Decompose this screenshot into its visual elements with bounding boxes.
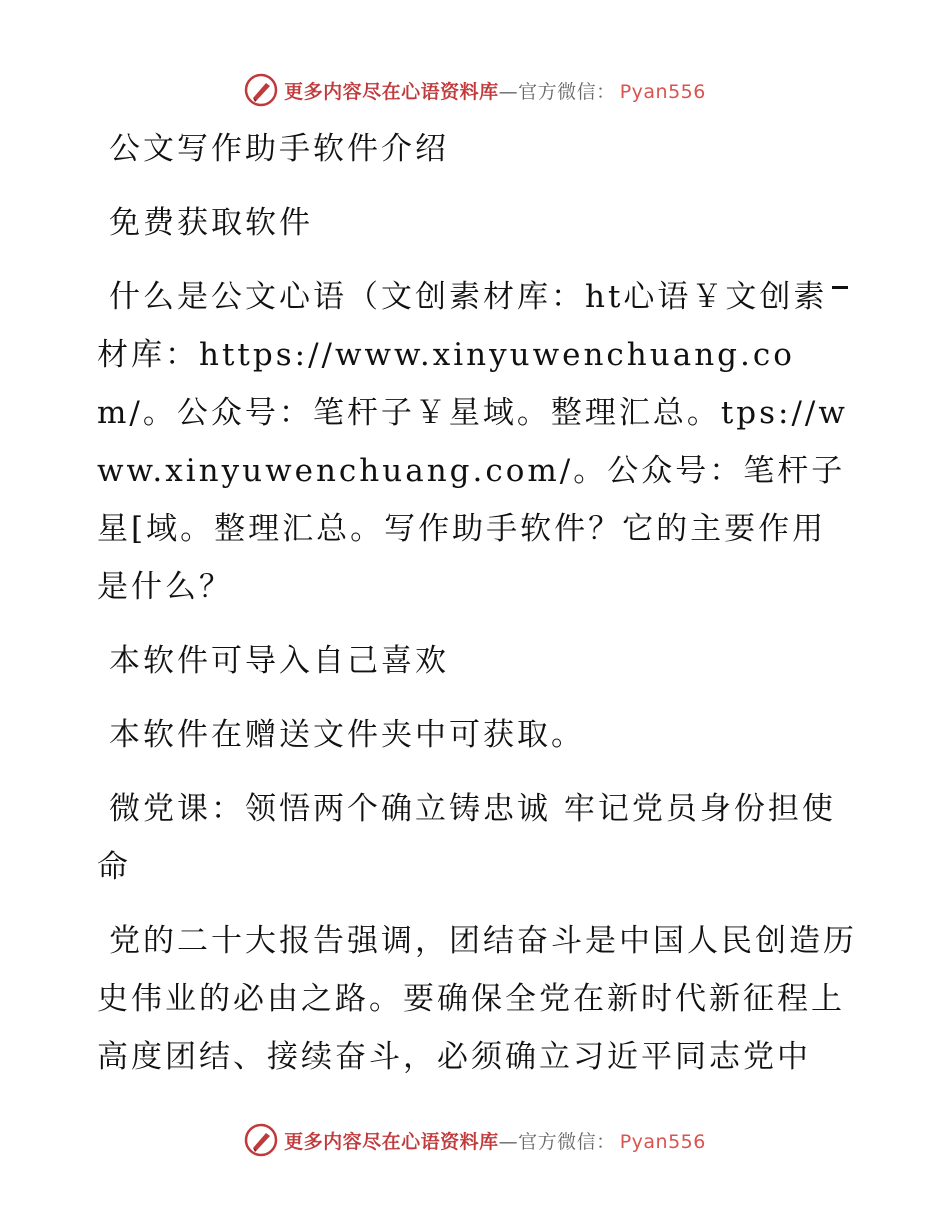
watermark-text <box>284 77 706 104</box>
pen-logo-icon <box>244 1123 278 1157</box>
document-body <box>97 120 857 1086</box>
doc-title: 公文写作助手软件介绍 <box>109 131 449 167</box>
watermark-text <box>284 1127 706 1154</box>
doc-heading: 微党课：领悟两个确立铸忠诚 牢记党员身份担使命 <box>97 791 836 885</box>
watermark-slogan: 更多内容尽在心语资料库 <box>284 80 499 103</box>
watermark-separator: — <box>498 1130 519 1153</box>
watermark-label: 官方微信： <box>518 1130 616 1153</box>
doc-paragraph: 本软件在赠送文件夹中可获取。 <box>109 717 585 753</box>
watermark-wechat-id: Pyan556 <box>619 80 706 103</box>
footer-watermark <box>0 1120 950 1160</box>
pen-logo-icon <box>244 73 278 107</box>
overline-mark <box>832 286 848 289</box>
watermark-wechat-id: Pyan556 <box>619 1130 706 1153</box>
doc-paragraph: 免费获取软件 <box>109 205 313 241</box>
doc-paragraph: 什么是公文心语（文创素材库：ht心语￥文创素材库：https://www.xinyuwenchuang.com/。公众号：笔杆子￥星域。整理汇总。tps://www.xinyuwenchuang.com/。公众号：笔杆子星[域。整理汇总。写作助手软件？它的主要作用是什么？ <box>97 279 848 605</box>
watermark-slogan: 更多内容尽在心语资料库 <box>284 1130 499 1153</box>
doc-paragraph: 党的二十大报告强调，团结奋斗是中国人民创造历史伟业的必由之路。要确保全党在新时代新征程上高度团结、接续奋斗，必须确立习近平同志党中 <box>97 923 857 1075</box>
watermark-label: 官方微信： <box>518 80 616 103</box>
watermark-separator: — <box>498 80 519 103</box>
header-watermark <box>0 70 950 110</box>
doc-paragraph: 本软件可导入自己喜欢 <box>109 643 449 679</box>
